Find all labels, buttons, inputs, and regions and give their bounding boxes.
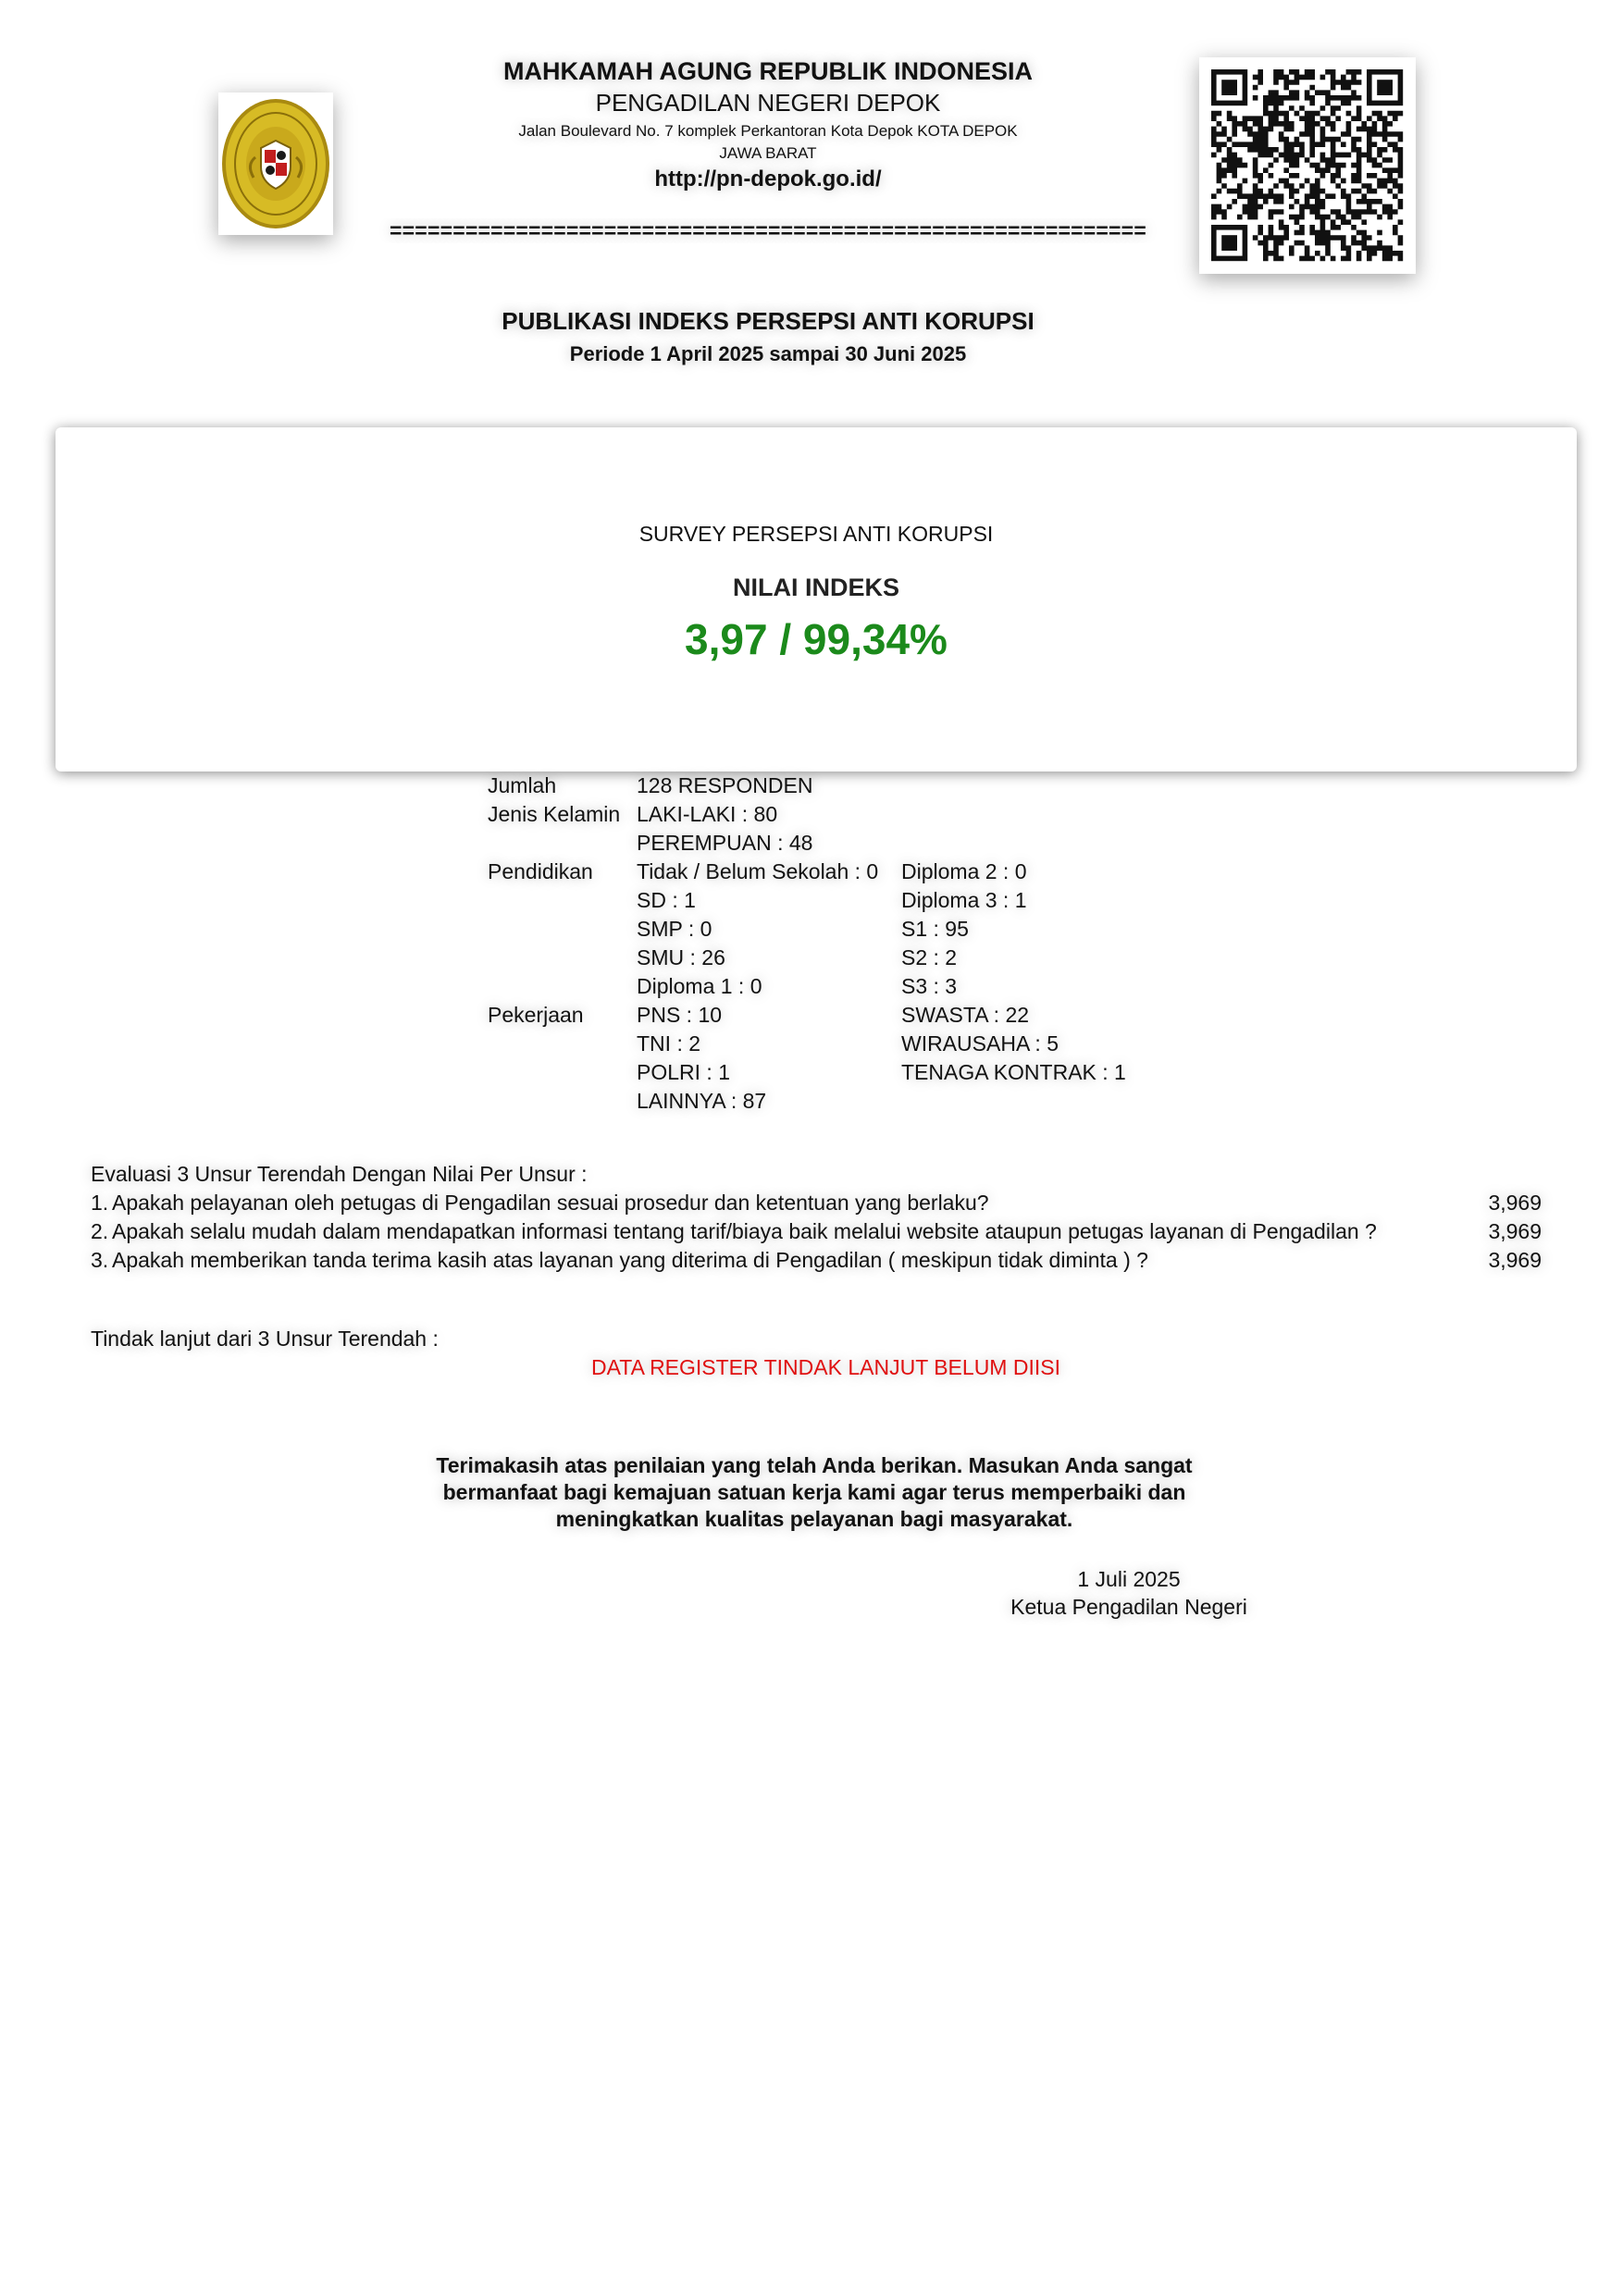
- job-item: LAINNYA : 87: [637, 1089, 767, 1113]
- evaluation-heading: Evaluasi 3 Unsur Terendah Dengan Nilai Per Unsur :: [91, 1162, 588, 1186]
- education-item: Diploma 2 : 0: [901, 859, 1027, 883]
- signature-date: 1 Juli 2025: [1077, 1567, 1181, 1591]
- evaluation-item-number: 2.: [91, 1219, 109, 1243]
- thank-you-line: bermanfaat bagi kemajuan satuan kerja kami agar terus memperbaiki dan: [442, 1480, 1186, 1504]
- job-item: TNI : 2: [637, 1031, 701, 1055]
- evaluation-item-number: 3.: [91, 1248, 109, 1272]
- index-label: NILAI INDEKS: [732, 574, 899, 601]
- education-item: S1 : 95: [901, 917, 969, 941]
- jumlah-value: 128 RESPONDEN: [637, 773, 813, 797]
- gender-male: LAKI-LAKI : 80: [637, 802, 778, 826]
- follow-up-label: Tindak lanjut dari 3 Unsur Terendah :: [91, 1327, 439, 1351]
- address-line-1: Jalan Boulevard No. 7 komplek Perkantoran Kota Depok KOTA DEPOK: [518, 122, 1018, 140]
- qr-code-icon: [1199, 57, 1416, 274]
- address-line-2: JAWA BARAT: [719, 144, 817, 162]
- index-value: 3,97 / 99,34%: [685, 615, 948, 663]
- survey-subtitle: SURVEY PERSEPSI ANTI KORUPSI: [638, 522, 994, 546]
- thank-you-message: [389, 1452, 1240, 1533]
- education-item: Tidak / Belum Sekolah : 0: [637, 859, 879, 883]
- education-item: S2 : 2: [901, 945, 958, 969]
- district-court-name: PENGADILAN NEGERI DEPOK: [595, 89, 941, 117]
- job-label: Pekerjaan: [488, 1003, 584, 1027]
- job-item: WIRAUSAHA : 5: [901, 1031, 1059, 1055]
- evaluation-item-score: 3,969: [1488, 1191, 1542, 1215]
- gender-female: PEREMPUAN : 48: [637, 831, 813, 855]
- index-card: [56, 427, 1577, 772]
- publication-title: PUBLIKASI INDEKS PERSEPSI ANTI KORUPSI: [502, 307, 1035, 335]
- evaluation-item-score: 3,969: [1488, 1248, 1542, 1272]
- court-name: MAHKAMAH AGUNG REPUBLIK INDONESIA: [503, 57, 1033, 85]
- jumlah-label: Jumlah: [488, 773, 557, 797]
- evaluation-item-text: Apakah pelayanan oleh petugas di Pengadilan sesuai prosedur dan ketentuan yang berlaku?: [112, 1191, 989, 1215]
- education-item: Diploma 1 : 0: [637, 974, 762, 998]
- website-link[interactable]: http://pn-depok.go.id/: [654, 167, 882, 191]
- education-label: Pendidikan: [488, 859, 593, 883]
- evaluation-item-number: 1.: [91, 1191, 109, 1215]
- qr-code-image: [1199, 57, 1416, 274]
- gender-label: Jenis Kelamin: [488, 802, 621, 826]
- emblem-icon: [218, 93, 333, 235]
- job-item: TENAGA KONTRAK : 1: [901, 1060, 1126, 1084]
- evaluation-item-score: 3,969: [1488, 1219, 1542, 1243]
- job-item: SWASTA : 22: [901, 1003, 1030, 1027]
- job-item: PNS : 10: [637, 1003, 723, 1027]
- job-item: POLRI : 1: [637, 1060, 730, 1084]
- education-item: SMU : 26: [637, 945, 725, 969]
- header-divider: ============================================================: [390, 218, 1146, 242]
- signatory-title: Ketua Pengadilan Negeri: [1010, 1595, 1247, 1619]
- education-item: S3 : 3: [901, 974, 958, 998]
- publication-period: Periode 1 April 2025 sampai 30 Juni 2025: [569, 342, 967, 365]
- court-emblem-logo: [218, 93, 333, 235]
- education-item: SMP : 0: [637, 917, 712, 941]
- education-item: SD : 1: [637, 888, 696, 912]
- thank-you-line: meningkatkan kualitas pelayanan bagi masyarakat.: [555, 1507, 1073, 1531]
- education-item: Diploma 3 : 1: [901, 888, 1027, 912]
- follow-up-status: DATA REGISTER TINDAK LANJUT BELUM DIISI: [591, 1355, 1060, 1379]
- evaluation-item-text: Apakah memberikan tanda terima kasih atas layanan yang diterima di Pengadilan ( meskipun tidak diminta ) ?: [112, 1248, 1148, 1272]
- evaluation-item-text: Apakah selalu mudah dalam mendapatkan informasi tentang tarif/biaya baik melalui website ataupun petugas layanan di Pengadilan ?: [112, 1219, 1377, 1243]
- thank-you-line: Terimakasih atas penilaian yang telah Anda berikan. Masukan Anda sangat: [436, 1453, 1193, 1477]
